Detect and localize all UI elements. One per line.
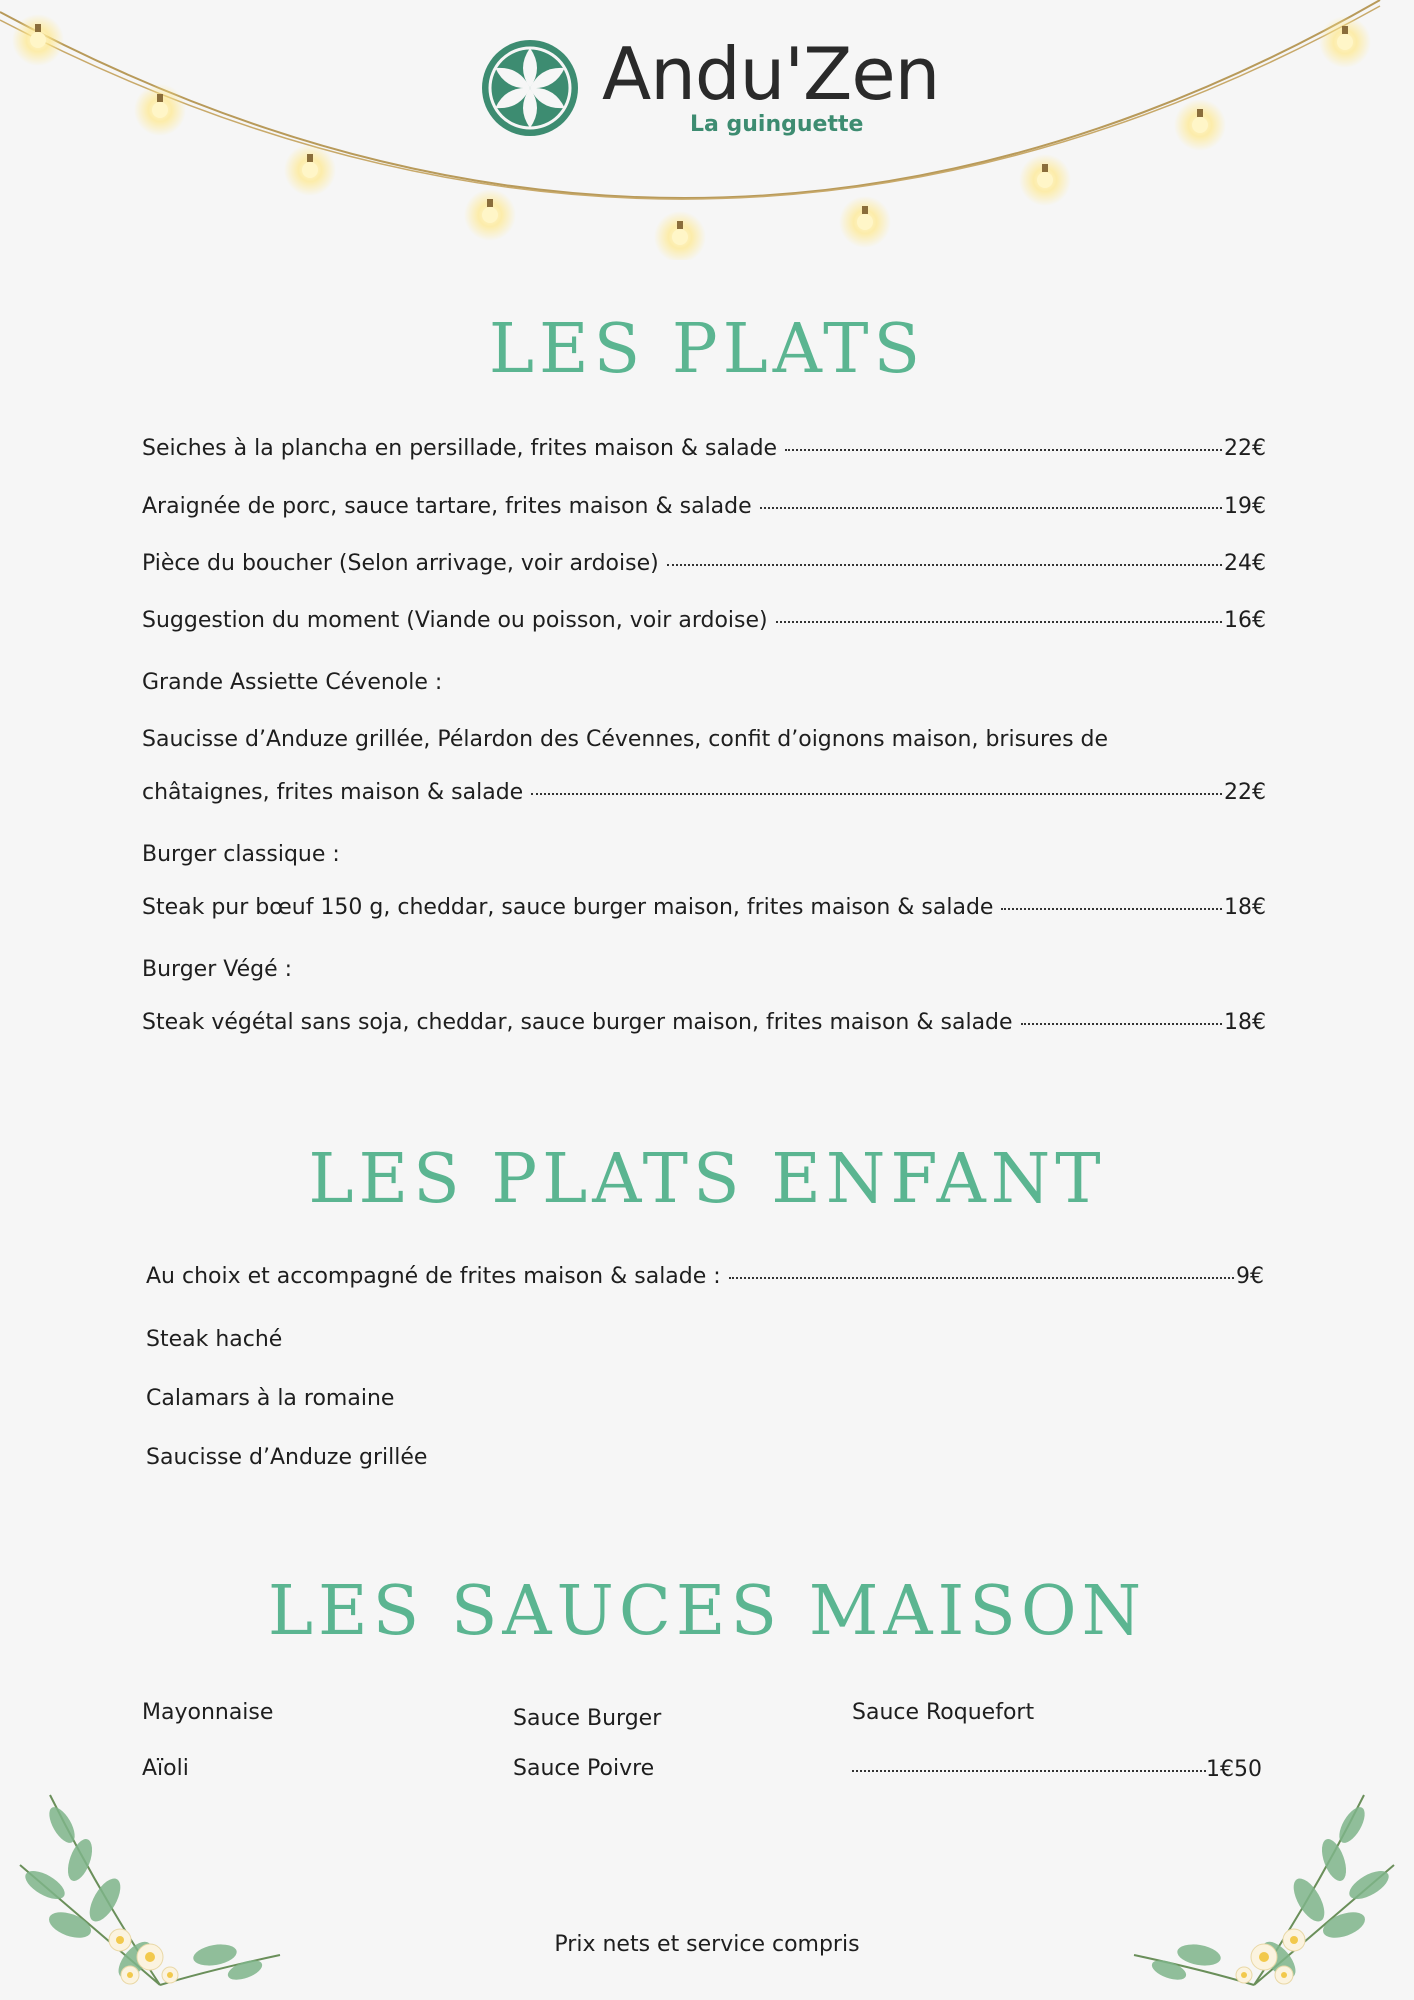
- menu-item-label: Pièce du boucher (Selon arrivage, voir ardoise): [142, 551, 659, 576]
- sauce-item: Sauce Burger: [513, 1706, 662, 1731]
- light-bulb-cap: [307, 154, 313, 162]
- dot-leader: [776, 619, 1222, 623]
- menu-item-price: 18€: [1224, 895, 1266, 920]
- sauce-item: Aïoli: [142, 1756, 189, 1781]
- light-bulb-cap: [1197, 109, 1203, 117]
- light-bulb-cap: [35, 24, 41, 32]
- kids-choice: Saucisse d’Anduze grillée: [146, 1445, 428, 1470]
- dot-leader: [531, 791, 1222, 795]
- light-bulb: [1192, 117, 1208, 133]
- dot-leader: [785, 447, 1222, 451]
- menu-item: [142, 780, 1266, 820]
- menu-item: [142, 494, 1266, 534]
- menu-item-label: châtaignes, frites maison & salade: [142, 780, 524, 805]
- burger-heading: Burger classique :: [142, 842, 340, 867]
- menu-item-label: Au choix et accompagné de frites maison & salade :: [146, 1264, 721, 1289]
- menu-item: [142, 551, 1266, 591]
- dot-leader: [760, 505, 1222, 509]
- light-bulb-cap: [1342, 26, 1348, 34]
- menu-item-label: Araignée de porc, sauce tartare, frites maison & salade: [142, 494, 752, 519]
- kids-choice: Calamars à la romaine: [146, 1386, 395, 1411]
- light-bulb: [672, 229, 688, 245]
- kids-choice: Steak haché: [146, 1327, 283, 1352]
- menu-item-price: 19€: [1224, 494, 1266, 519]
- menu-item: [146, 1264, 1264, 1304]
- menu-item-price: 18€: [1224, 1010, 1266, 1035]
- menu-item-price: 22€: [1224, 780, 1266, 805]
- menu-item-price: 9€: [1236, 1264, 1264, 1289]
- light-bulb: [152, 102, 168, 118]
- dot-leader: [852, 1768, 1206, 1772]
- light-bulb-cap: [487, 199, 493, 207]
- menu-item-label: Steak végétal sans soja, cheddar, sauce burger maison, frites maison & salade: [142, 1010, 1013, 1035]
- light-bulb-cap: [862, 206, 868, 214]
- burger-vege-heading: Burger Végé :: [142, 957, 293, 982]
- menu-item-label: Seiches à la plancha en persillade, frites maison & salade: [142, 436, 778, 461]
- light-bulb-cap: [157, 94, 163, 102]
- dot-leader: [1021, 1021, 1222, 1025]
- menu-item: [142, 436, 1266, 476]
- light-bulb-cap: [1042, 164, 1048, 172]
- assiette-description: Saucisse d’Anduze grillée, Pélardon des Cévennes, confit d’oignons maison, brisures de: [142, 727, 1109, 752]
- light-bulb: [482, 207, 498, 223]
- dot-leader: [667, 562, 1222, 566]
- brand-name: Andu'Zen: [602, 32, 940, 116]
- light-bulb: [857, 214, 873, 230]
- menu-item: [142, 608, 1266, 648]
- dot-leader: [1001, 906, 1222, 910]
- menu-item: [142, 1010, 1266, 1050]
- footer-note: Prix nets et service compris: [554, 1932, 860, 1957]
- sauce-item: Sauce Poivre: [513, 1756, 655, 1781]
- menu-item-label: Suggestion du moment (Viande ou poisson, voir ardoise): [142, 608, 768, 633]
- section-title-plats: LES PLATS: [488, 310, 926, 389]
- light-bulb: [30, 32, 46, 48]
- flower-bouquet-icon: [10, 1775, 290, 2000]
- menu-item-price: 24€: [1224, 551, 1266, 576]
- light-bulb-cap: [677, 221, 683, 229]
- section-title-enfant: LES PLATS ENFANT: [308, 1140, 1106, 1219]
- flower-bouquet-icon: [1124, 1775, 1404, 2000]
- logo: [480, 32, 940, 152]
- menu-item-label: Steak pur bœuf 150 g, cheddar, sauce burger maison, frites maison & salade: [142, 895, 994, 920]
- sauce-item: Mayonnaise: [142, 1700, 274, 1725]
- flower-of-life-icon: [480, 38, 580, 138]
- light-bulb: [1037, 172, 1053, 188]
- light-bulb: [302, 162, 318, 178]
- brand-tagline: La guinguette: [690, 112, 864, 137]
- sauce-item: Sauce Roquefort: [852, 1700, 1035, 1725]
- menu-item-price: 16€: [1224, 608, 1266, 633]
- assiette-heading: Grande Assiette Cévenole :: [142, 670, 443, 695]
- section-title-sauces: LES SAUCES MAISON: [267, 1572, 1147, 1651]
- sauce-price-value: 1€50: [1206, 1757, 1262, 1782]
- menu-item: [142, 895, 1266, 935]
- dot-leader: [729, 1275, 1234, 1279]
- light-bulb: [1337, 34, 1353, 50]
- menu-item-price: 22€: [1224, 436, 1266, 461]
